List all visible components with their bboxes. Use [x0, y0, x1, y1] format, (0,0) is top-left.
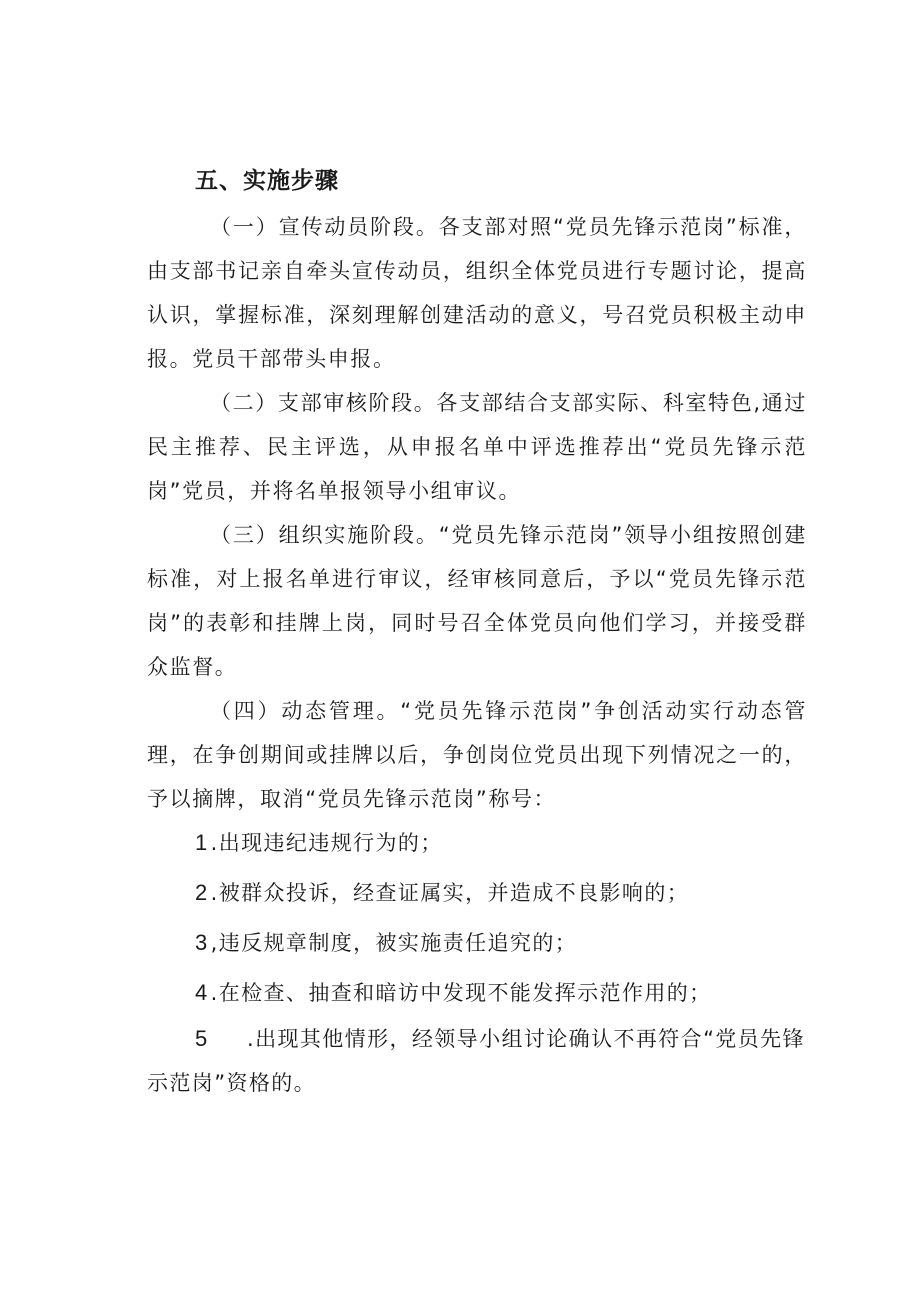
list-item-2 — [195, 871, 807, 915]
list-item-text: .被群众投诉，经查证属实，并造成不良影响的； — [210, 881, 690, 905]
list-item-number: 2 — [195, 880, 209, 905]
paragraph-4: （四）动态管理。“党员先锋示范岗”争创活动实行动态管理，在争创期间或挂牌以后，争创岗位党员出现下列情况之一的，予以摘牌，取消“党员先锋示范岗”称号： — [147, 699, 807, 811]
section-heading: 五、实施步骤 — [195, 168, 339, 194]
paragraph-3: （三）组织实施阶段。“党员先锋示范岗”领导小组按照创建标准，对上报名单进行审议，经审核同意后，予以“党员先锋示范岗”的表彰和挂牌上岗，同时号召全体党员向他们学习，并接受群众监督。 — [147, 523, 807, 679]
list-item-text: .出现违纪违规行为的； — [210, 831, 443, 855]
list-item-4 — [195, 971, 807, 1015]
paragraph-2: （二）支部审核阶段。各支部结合支部实际、科室特色,通过民主推荐、民主评选，从申报名单中评选推荐出“党员先锋示范岗”党员，并将名单报领导小组审议。 — [147, 391, 807, 503]
list-item-3 — [195, 921, 807, 965]
paragraph-1: （一）宣传动员阶段。各支部对照“党员先锋示范岗”标准，由支部书记亲自牵头宣传动员，组织全体党员进行专题讨论，提高认识，掌握标准，深刻理解创建活动的意义，号召党员积极主动申报。党员干部带头申报。 — [147, 215, 807, 371]
list-item-text: ,违反规章制度，被实施责任追究的； — [210, 931, 578, 955]
list-item-5 — [147, 1017, 807, 1105]
list-item-1 — [195, 821, 807, 865]
list-item-number: 4 — [195, 980, 209, 1005]
list-item-number: 5 — [195, 1026, 209, 1051]
list-item-text: .出现其他情形，经领导小组讨论确认不再符合“党员先锋示范岗”资格的。 — [147, 1027, 805, 1095]
list-item-number: 1 — [195, 830, 209, 855]
list-item-text: .在检查、抽查和暗访中发现不能发挥示范作用的； — [210, 981, 712, 1005]
list-item-number: 3 — [195, 930, 209, 955]
